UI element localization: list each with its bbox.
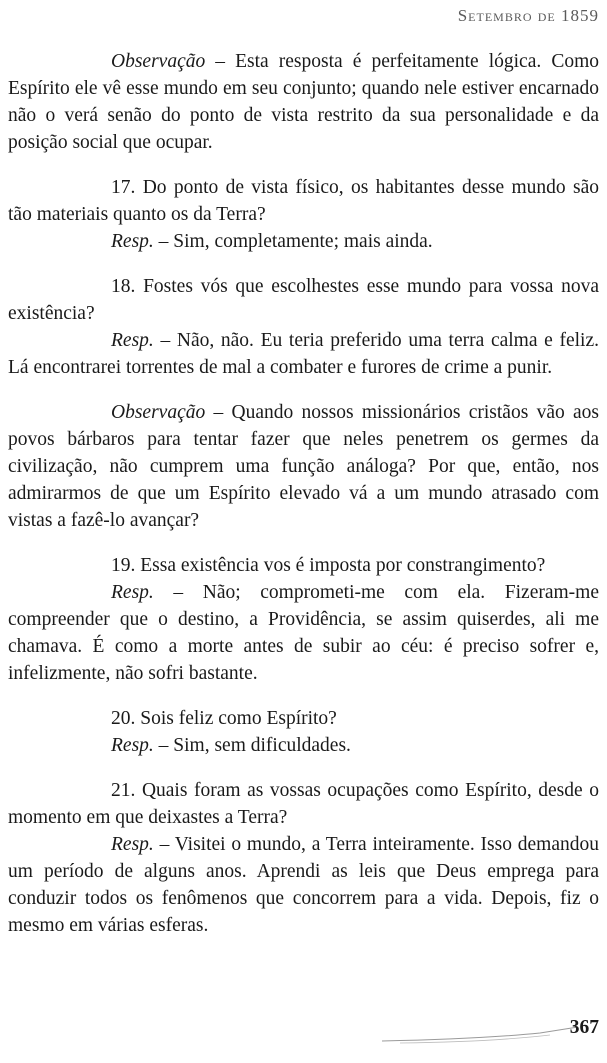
answer-label: Resp. [111,735,154,756]
page-number: 367 [569,1017,599,1038]
question-21: 21. Quais foram as vossas ocupações como Espírito, desde o momento em que deixastes a Terra? [8,780,599,828]
answer-20 [8,732,599,759]
observation-label: Observação [111,402,206,423]
running-header: Setembro de 1859 [457,6,599,25]
answer-label: Resp. [111,231,154,252]
question-20: 20. Sois feliz como Espírito? [111,708,337,729]
page-body [8,48,599,939]
observation-text: – Esta resposta é perfeitamente lógica. Como Espírito ele vê esse mundo em seu conjunto; quando nele estiver encarnado não o verá senão do ponto de vista restrito da sua personalidade e da posição social que ocupar. [8,51,599,153]
observation-paragraph [8,48,599,156]
answer-text: – Não; comprometi-me com ela. Fizeram-me compreender que o destino, a Providência, se assim quiserdes, ali me chamava. É como a morte antes de subir ao céu: é preciso sofrer e, infelizmente, não sofri bastante. [8,582,599,684]
answer-17 [8,228,599,255]
answer-19 [8,579,599,687]
answer-label: Resp. [111,582,154,603]
answer-text: – Sim, completamente; mais ainda. [153,231,433,252]
question-19: 19. Essa existência vos é imposta por constrangimento? [111,555,546,576]
answer-18 [8,327,599,381]
answer-21 [8,831,599,939]
footer-swoosh-ornament [380,1025,580,1045]
answer-label: Resp. [111,834,154,855]
question-18: 18. Fostes vós que escolhestes esse mundo para vossa nova existência? [8,276,599,324]
question-17: 17. Do ponto de vista físico, os habitantes desse mundo são tão materiais quanto os da Terra? [8,177,599,225]
observation-label: Observação [111,51,206,72]
observation-text: – Quando nossos missionários cristãos vão aos povos bárbaros para tentar fazer que neles penetrem os germes da civilização, não cumprem uma função análoga? Por que, então, nos admirarmos de que um Espírito elevado vá a um mundo atrasado com vistas a fazê-lo avançar? [8,402,599,531]
answer-text: – Visitei o mundo, a Terra inteiramente. Isso demandou um período de alguns anos. Aprendi as leis que Deus emprega para conduzir todos os fenômenos que concorrem para a vida. Depois, fiz o mesmo em várias esferas. [8,834,599,936]
answer-text: – Sim, sem dificuldades. [153,735,351,756]
answer-text: – Não, não. Eu teria preferido uma terra calma e feliz. Lá encontrarei torrentes de mal a combater e furores de crime a punir. [8,330,599,378]
observation-paragraph [8,399,599,534]
answer-label: Resp. [111,330,154,351]
